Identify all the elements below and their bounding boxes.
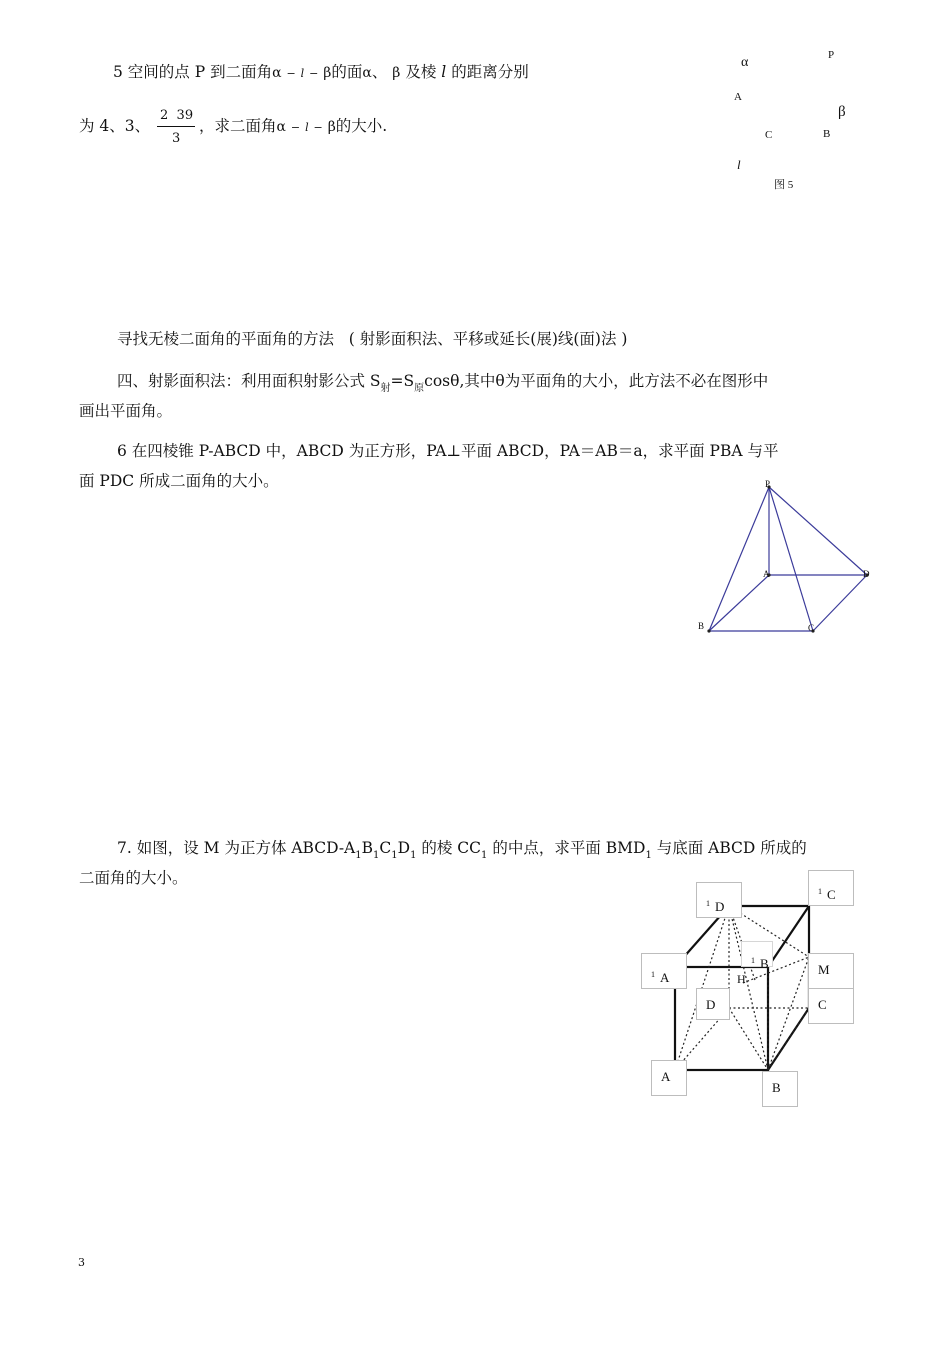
subscript-projection: 射: [380, 383, 391, 394]
fig5-beta: β: [838, 104, 846, 120]
label-letter: D: [715, 899, 725, 914]
fig6-point-c: C: [808, 623, 815, 633]
segment-b-m: [768, 957, 809, 1070]
alpha-symbol: α: [362, 65, 372, 81]
problem7-text: 的棱 CC: [416, 839, 482, 857]
beta-symbol: β: [327, 119, 336, 135]
vertex-b: [707, 629, 710, 632]
label-letter: M: [818, 962, 830, 977]
numerator-radicand: 39: [176, 108, 194, 123]
problem7-text: 的中点，求平面 BMD: [487, 839, 646, 857]
alpha-symbol: α: [276, 119, 286, 135]
section-heading-text: 寻找无棱二面角的平面角的方法: [117, 330, 335, 348]
problem6-line2: 面 PDC 所成二面角的大小。: [79, 472, 279, 490]
problem5-text: 的距离分别: [451, 63, 529, 81]
problem6-line1: 6 在四棱锥 P-ABCD 中，ABCD 为正方形，PA⊥平面 ABCD，PA＝AB＝a，求平面 PBA 与平: [117, 442, 779, 460]
subscript: 1: [481, 850, 488, 861]
problem5-text: ，求二面角: [199, 117, 277, 135]
fig7-label-b: [762, 1071, 798, 1107]
l-symbol: l: [305, 121, 309, 134]
segment-d1-b: [729, 906, 768, 1070]
label-letter: A: [660, 970, 670, 985]
fig6-point-d: D: [863, 569, 870, 579]
problem5-text: 的大小.: [335, 117, 388, 135]
edge-b1-c1: [768, 906, 809, 967]
subscript: 1: [391, 850, 398, 861]
problem5-text: 的面: [331, 63, 363, 81]
fraction-denominator: 3: [172, 131, 181, 146]
edge-cd: [813, 575, 867, 631]
fig5-point-c: C: [765, 129, 773, 141]
fig5-point-p: P: [828, 49, 835, 61]
method4-text: 四、射影面积法：利用面积射影公式 S: [117, 372, 381, 390]
fig5-caption: 图 5: [774, 179, 794, 191]
beta-symbol: β: [392, 65, 401, 81]
dash: −: [290, 121, 301, 134]
fig6-point-b: B: [698, 621, 705, 631]
dash: −: [286, 67, 296, 80]
l-symbol: l: [441, 63, 447, 81]
label-subscript: 1: [651, 970, 655, 979]
problem7-text: B: [361, 839, 374, 857]
problem5-text: 5 空间的点 P 到二面角: [113, 63, 273, 81]
fig5-l: l: [737, 157, 741, 172]
problem7-text: 7. 如图，设 M 为正方体 ABCD-A: [117, 839, 356, 857]
beta-symbol: β: [323, 65, 332, 81]
subscript: 1: [645, 850, 652, 861]
fig7-label-d1: [696, 882, 742, 918]
label-letter: C: [818, 997, 827, 1012]
label-subscript: 1: [818, 887, 822, 896]
subscript: 1: [373, 850, 380, 861]
method4-line2: 画出平面角。: [79, 402, 173, 420]
pyramid-edges: [709, 487, 867, 631]
numerator-coefficient: 2: [160, 108, 169, 123]
label-subscript: 1: [751, 956, 755, 965]
fig7-label-a1: [641, 953, 687, 989]
fig7-label-c1: [808, 870, 854, 906]
problem7-text: C: [379, 839, 392, 857]
method4-equals: =S: [390, 372, 415, 390]
problem7-text: 与底面 ABCD 所成的: [651, 839, 807, 857]
edge-pb: [709, 487, 769, 631]
fig7-label-c: [808, 988, 854, 1024]
label-letter: C: [827, 887, 836, 902]
method4-text: cosθ,其中θ为平面角的大小，此方法不必在图形中: [424, 372, 769, 390]
page-number: 3: [78, 1256, 85, 1269]
dash: −: [313, 121, 323, 134]
dash: −: [309, 67, 319, 80]
separator: 、: [371, 63, 388, 81]
fig5-alpha: α: [741, 55, 749, 70]
subscript: 1: [410, 850, 417, 861]
segment-d-b: [729, 1008, 768, 1070]
alpha-symbol: α: [272, 65, 282, 81]
label-letter: A: [661, 1069, 671, 1084]
edge-pd: [769, 487, 867, 575]
fig5-point-b: B: [823, 128, 831, 140]
label-letter: D: [706, 997, 716, 1012]
fig6-point-p: P: [765, 479, 771, 489]
section-heading-methods: ( 射影面积法、平移或延长(展)线(面)法 ): [348, 330, 628, 348]
problem5-text: 及棱: [405, 63, 437, 81]
edge-ab: [709, 575, 769, 631]
problem5-line2a: 为 4、3、: [79, 117, 151, 135]
label-letter: B: [760, 956, 769, 971]
problem7-line2: 二面角的大小。: [79, 869, 188, 887]
problem7-text: D: [397, 839, 411, 857]
fig7-label-a: [651, 1060, 687, 1096]
fig7-label-d: [696, 988, 730, 1020]
label-subscript: 1: [706, 899, 710, 908]
fig7-label-b1: [741, 941, 773, 971]
label-letter: B: [772, 1080, 781, 1095]
subscript: 1: [355, 850, 362, 861]
edge-pc: [769, 487, 813, 631]
fig7-label-m: [808, 953, 854, 989]
fig7-label-h: H: [737, 972, 746, 986]
l-symbol: l: [300, 67, 305, 80]
fig6-point-a: A: [763, 569, 770, 579]
problem7-line1: [117, 838, 807, 866]
fig5-point-a: A: [734, 91, 742, 103]
subscript-original: 原: [414, 383, 425, 394]
